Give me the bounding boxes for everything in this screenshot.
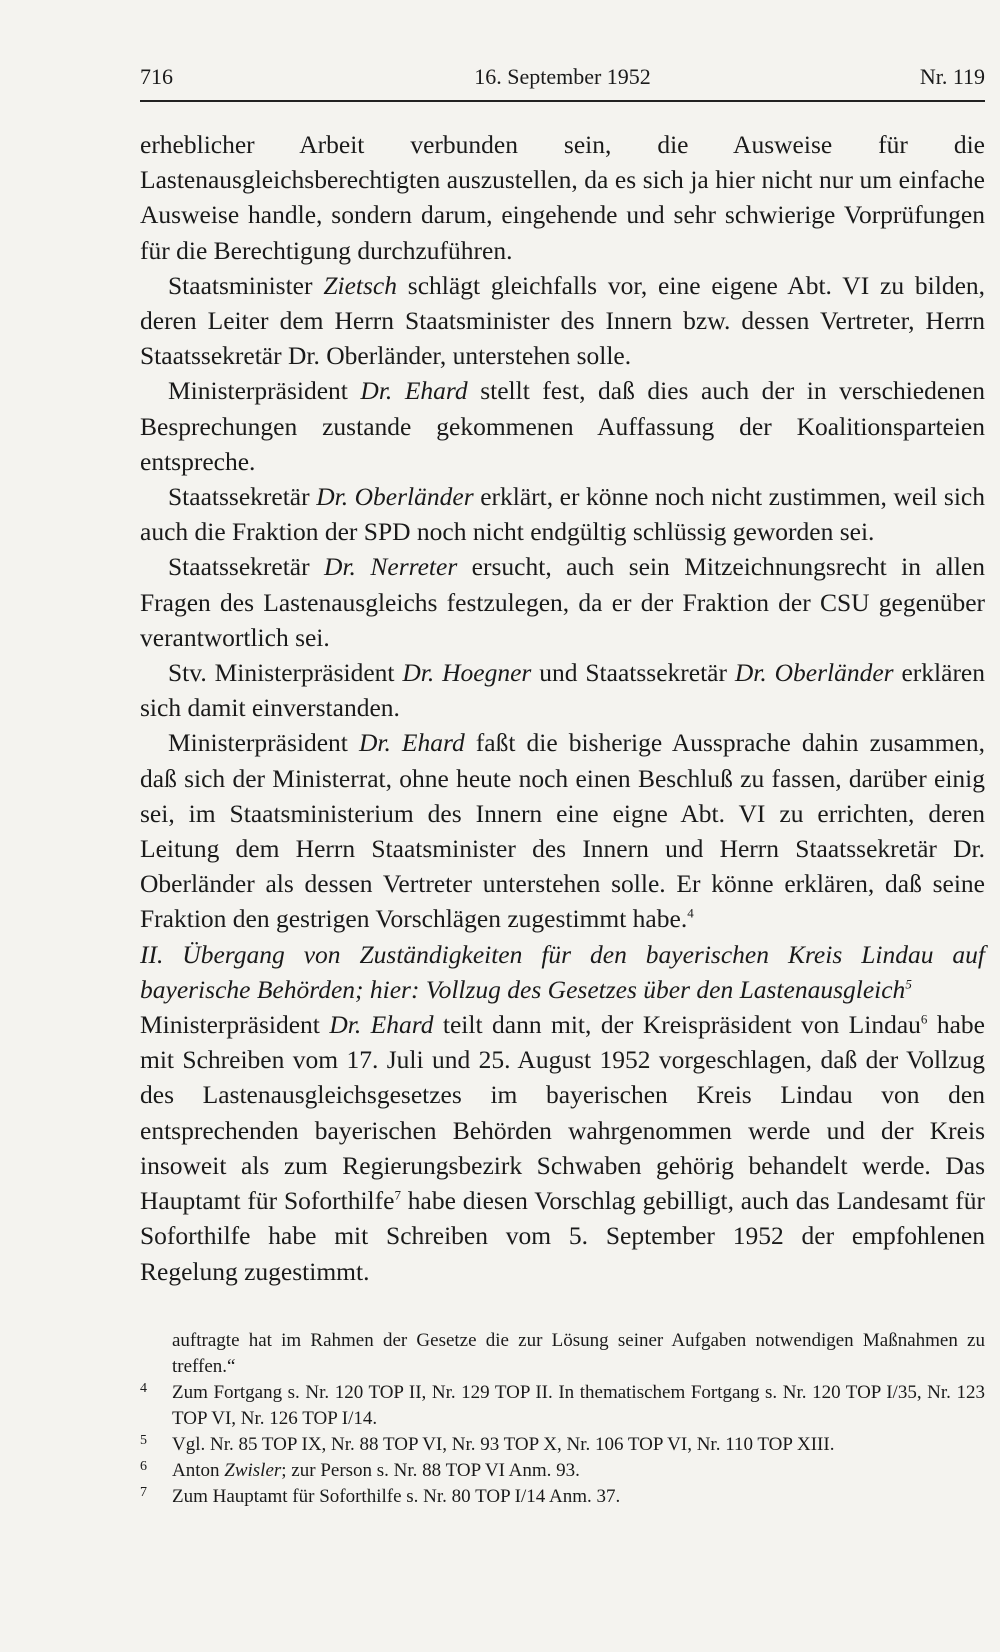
paragraph: Stv. Ministerpräsident Dr. Hoegner und Staatssekretär Dr. Oberländer erklären sich damit einverstanden. [140,658,986,723]
document-number: Nr. 119 [919,64,985,89]
person-name: Dr. Oberländer [316,482,474,512]
page-header [140,60,985,102]
footnote: 7 Zum Hauptamt für Soforthilfe s. Nr. 80 TOP I/14 Anm. 37. [140,1485,621,1507]
paragraph: Ministerpräsident Dr. Ehard faßt die bisherige Aussprache dahin zusammen, daß sich der Ministerrat, ohne heute noch einen Beschluß zu fassen, darüber einig sei, im Staatsministerium des Innern eine eigne Abt. VI zu errichten, deren Leitung dem Herrn Staatsminister des Innern und Herrn Staatssekretär Dr. Oberländer als dessen Vertreter unterstehen solle. Er könne erklären, daß seine Fraktion den gestrigen Vorschlägen zugestimmt habe.$^4$ [140,728,985,934]
footnote: 4 Zum Fortgang s. Nr. 120 TOP II, Nr. 129 TOP II. In thematischem Fortgang s. Nr. 120 TOP I/35, Nr. 123 TOP VI, Nr. 126 TOP I/14. [140,1381,985,1429]
header-date: 16. September 1952 [474,64,651,89]
footnote-continuation: auftragte hat im Rahmen der Gesetze die zur Lösung seiner Aufgaben notwendigen Maßnahmen zu treffen.“ [172,1330,985,1377]
paragraph: Staatssekretär Dr. Oberländer erklärt, er könne noch nicht zustimmen, weil sich auch die Fraktion der SPD noch nicht endgültig schlüssig geworden sei. [140,482,986,547]
paragraph: Staatsminister Zietsch schlägt gleichfalls vor, eine eigene Abt. VI zu bilden, deren Leiter dem Herrn Staatsminister des Innern bzw. dessen Vertreter, Herrn Staatssekretär Dr. Oberländer, unterstehen solle. [140,270,986,371]
footnote-mark: 5 [140,1433,147,1448]
person-name: Dr. Ehard [360,376,468,406]
paragraph: Ministerpräsident Dr. Ehard stellt fest, daß dies auch der in verschiedenen Besprechungen zustande gekommenen Auffassung der Koalitionsparteien entspreche. [140,376,985,476]
paragraph: Ministerpräsident Dr. Ehard teilt dann mit, der Kreispräsident von Lindau$^6$ habe mit Schreiben vom 17. Juli und 25. August 1952 vorgeschlagen, daß der Vollzug des Lastenausgleichsgesetzes im bayerischen Kreis Lindau von den entsprechenden bayerischen Behörden wahrgenommen werde und der Kreis insoweit als zum Regierungsbezirk Schwaben gehörig behandelt werde. Das Hauptamt für Soforthilfe$^7$ habe diesen Vorschlag gebilligt, auch das Landesamt für Soforthilfe habe mit Schreiben vom 5. September 1952 der empfohlenen Regelung zugestimmt. [140,1010,985,1286]
person-name: Dr. Hoegner [402,658,532,688]
footnote-ref: 7 [394,1187,401,1203]
person-name: Dr. Oberländer [734,658,894,688]
main-text [140,127,985,1289]
footnote-ref: 4 [687,905,694,921]
person-name: Dr. Ehard [358,728,465,758]
footnote-ref: 5 [905,976,912,992]
footnote-mark: 6 [140,1459,147,1474]
footnote-ref: 6 [920,1011,928,1027]
person-name: Zietsch [323,270,397,300]
person-name: Zwisler [224,1460,282,1481]
person-name: Dr. Nerreter [324,552,458,582]
footnote: 5 Vgl. Nr. 85 TOP IX, Nr. 88 TOP VI, Nr. 93 TOP X, Nr. 106 TOP VI, Nr. 110 TOP XIII. [140,1433,835,1455]
footnote-mark: 7 [140,1485,147,1500]
paragraph: erheblicher Arbeit verbunden sein, die Ausweise für die Lastenausgleichsberechtigten auszustellen, da es sich ja hier nicht nur um einfache Ausweise handle, sondern darum, eingehende und sehr schwierige Vorprüfungen für die Berechtigung durchzuführen. [140,130,985,265]
paragraph: Staatssekretär Dr. Nerreter ersucht, auch sein Mitzeichnungsrecht in allen Fragen des Lastenausgleichs festzulegen, da er der Fraktion der CSU gegenüber verantwortlich sei. [140,552,985,652]
person-name: Dr. Ehard [329,1010,434,1040]
footnote: 6 Anton Zwisler; zur Person s. Nr. 88 TOP VI Anm. 93. [140,1459,580,1481]
footnotes [140,1328,985,1510]
footnote-mark: 4 [140,1381,147,1396]
agenda-heading: II. Übergang von Zuständigkeiten für den bayerischen Kreis Lindau auf bayerische Behörden; hier: Vollzug des Gesetzes über den Lastenausgleich$^5$ [140,939,985,1004]
page-number: 716 [140,64,173,89]
